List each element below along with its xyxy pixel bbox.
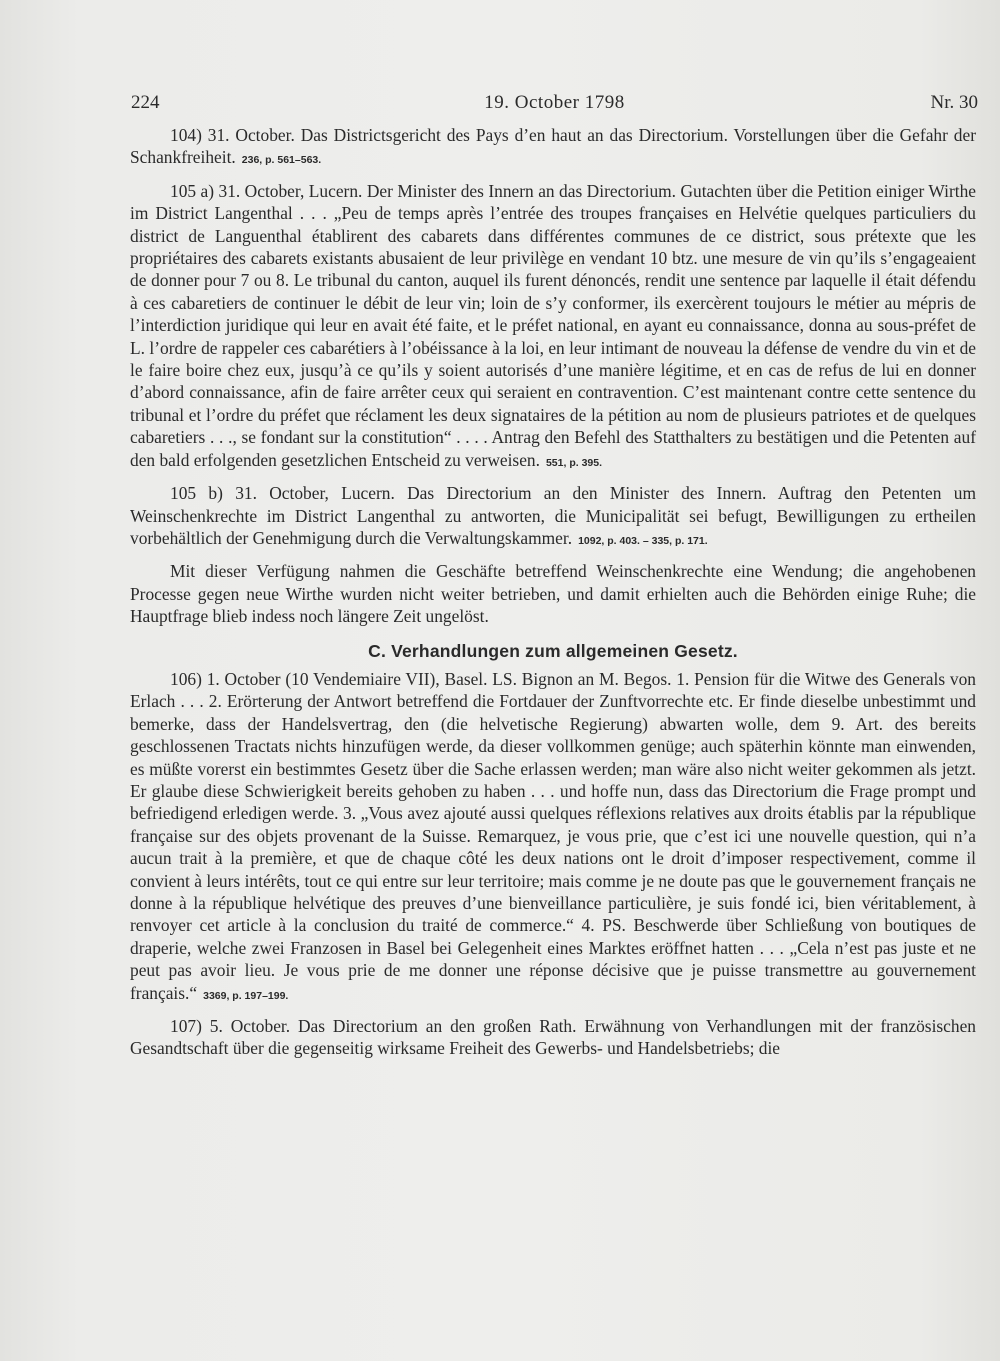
entry-text: 107) 5. October. Das Directorium an den großen Rath. Erwähnung von Verhandlungen mit der französischen Gesandtschaft über die gegenseitig wirksame Freiheit des Gewerbs- und Handelsbetriebs; die	[130, 1016, 976, 1059]
editorial-note	[130, 560, 976, 627]
entry-text: 105 b) 31. October, Lucern. Das Directorium an den Minister des Innern. Auftrag den Petenten um Weinschenkrechte im District Langenthal zu antworten, die Municipalität sei befugt, Bewilligungen zu ertheilen vorbehältlich der Genehmigung durch die Verwaltungskammer.	[130, 483, 976, 548]
entry-105a	[130, 180, 976, 474]
entry-ref: 236, p. 561–563.	[241, 154, 322, 167]
page-number: 224	[131, 92, 160, 113]
page-content	[130, 124, 976, 1068]
entry-text: 105 a) 31. October, Lucern. Der Minister des Innern an das Directorium. Gutachten über die Petition einiger Wirthe im District Langenthal . . . „Peu de temps après l’entrée des troupes françaises en Helvétie quelques particuliers du district de Languenthal établirent des cabarets dans différentes communes de ce district, sous prétexte que les propriétaires des cabarets existants abusaient de leur privilège en vendant 10 btz. une mesure de vin qu’ils s’engageaient de donner pour 7 ou 8. Le tribunal du canton, auquel ils furent dénoncés, rendit une sentence par laquelle il était défendu à ces cabaretiers de continuer le débit de leur vin; loin de s’y conformer, ils exercèrent toujours le métier au mépris de l’interdiction juridique qui leur en avait été faite, et le préfet national, en ayant eu connaissance, donna au sous-préfet de L. l’ordre de rappeler ces cabarétiers à l’obéissance à la loi, en leur intimant de nouveau la défense de vendre du vin et de le faire boire chez eux, jusqu’à ce qu’ils y soient autorisés d’une manière légitime, et en cas de refus de lui en donner d’abord connaissance, afin de faire arrêter ceux qui seraient en contravention. C’est maintenant contre cette sentence du tribunal et l’ordre du préfet que réclament les deux signataires de la pétition au nom de plusieurs patriotes et de quelques cabaretiers . . ., se fondant sur la constitution“ . . . . Antrag den Befehl des Statthalters zu bestätigen und die Petenten auf den bald erfolgenden gesetzlichen Entscheid zu verweisen.	[130, 180, 976, 470]
section-title: C. Verhandlungen zum allgemeinen Gesetz.	[368, 640, 738, 661]
header-date: 19. October 1798	[484, 92, 625, 113]
entry-ref: 1092, p. 403. – 335, p. 171.	[578, 534, 708, 547]
entry-105b	[130, 482, 976, 552]
entry-106	[130, 668, 976, 1007]
page-header	[131, 92, 978, 118]
entry-text: 104) 31. October. Das Districtsgericht des Pays d’en haut an das Directorium. Vorstellungen über die Gefahr der Schankfreiheit.	[130, 125, 976, 168]
entry-text: Mit dieser Verfügung nahmen die Geschäfte betreffend Weinschenkrechte eine Wendung; die angehobenen Processe gegen neue Wirthe wurden nicht weiter betrieben, und damit erhielten auch die Behörden einige Ruhe; die Hauptfrage blieb indess noch längere Zeit ungelöst.	[130, 561, 976, 627]
entry-ref: 551, p. 395.	[545, 456, 603, 469]
issue-number: Nr. 30	[930, 92, 978, 113]
entry-104	[130, 124, 976, 172]
entry-ref: 3369, p. 197–199.	[203, 989, 289, 1002]
entry-text: 106) 1. October (10 Vendemiaire VII), Basel. LS. Bignon an M. Begos. 1. Pension für die Witwe des Generals von Erlach . . . 2. Erörterung der Antwort betreffend die Fortdauer der Zunftvorrechte etc. Er finde dieselbe unbestimmt und bemerke, dass der Handelsvertrag, den (die helvetische Regierung) abwarten wolle, dem 9. Art. des bereits geschlossenen Tractats nichts hinzufügen werde, da dieser vollkommen genüge; auch späterhin könnte man einwenden, es müßte vorerst ein bestimmtes Gesetz über die Sache erlassen werden; man wäre also nicht weiter gekommen als jetzt. Er glaube diese Schwierigkeit bereits gehoben zu haben . . . und hoffe nun, dass das Directorium die Frage prompt und befriedigend erledigen werde. 3. „Vous avez ajouté aussi quelques réflexions relatives aux droits établis par la république française sur des objets provenant de la Suisse. Remarquez, je vous prie, que c’est ici une nouvelle question, qui n’a aucun trait à la première, et que de chaque côté les deux nations ont le droit d’imposer respectivement, comme il convient à leurs intérêts, tout ce qui entre sur leur territoire; mais comme je ne doute pas que le gouvernement français ne donne à la république helvétique des preuves d’une bienveillance particulière, je suis fondé ici, bien véritablement, à renvoyer cet article à la conclusion du traité de commerce.“ 4. PS. Beschwerde über Schließung von boutiques de draperie, welche zwei Franzosen in Basel bei Gelegenheit eines Marktes eröffnet hatten . . . „Cela n’est pas juste et ne peut pas avoir lieu. Je vous prie de me donner une réponse décisive que je puisse transmettre au gouvernement français.“	[130, 668, 976, 1003]
entry-107	[130, 1015, 976, 1060]
